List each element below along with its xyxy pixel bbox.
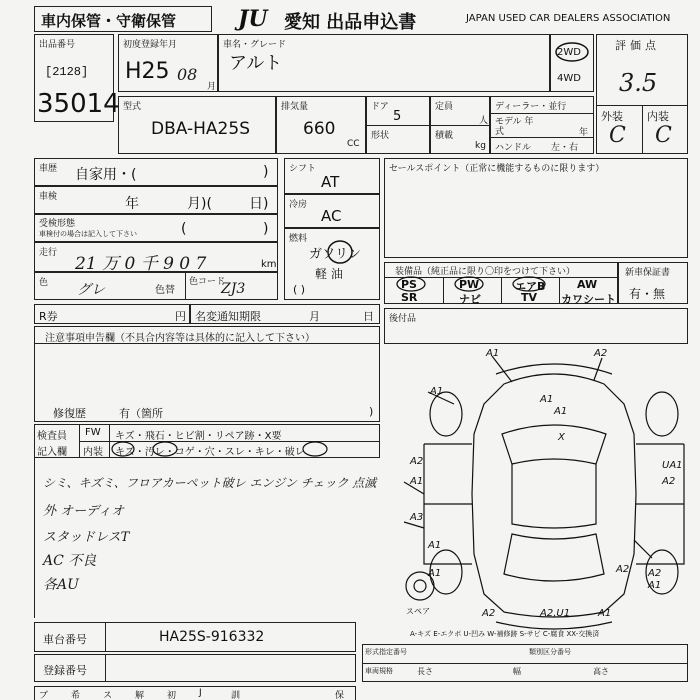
type-value: DBA-HA25S [151, 119, 250, 139]
load-label: 積載 [435, 131, 454, 141]
bottom-strip [34, 686, 356, 700]
damage-marks [409, 348, 683, 619]
displacement-value: 660 [303, 119, 336, 139]
mark-14: A1 [648, 580, 662, 591]
lot-box [34, 34, 120, 122]
doors-value: 5 [393, 109, 402, 124]
score-value: 3.5 [619, 69, 658, 97]
receiving-box [34, 214, 278, 242]
form-title: 愛知 出品申込書 [284, 12, 417, 33]
ac-box [284, 194, 380, 228]
equip-sr: SR [401, 291, 418, 304]
inspector-int-label: 内装 [83, 447, 103, 458]
inspector-label-1: 検査員 [37, 431, 67, 442]
mark-13: A2 [648, 568, 662, 579]
fuel-label: 燃料 [289, 234, 308, 244]
shift-box [284, 158, 380, 194]
mark-6: A2 [410, 456, 424, 467]
bottom-item-4: 初 [167, 691, 177, 700]
shift-value: AT [321, 173, 340, 191]
mark-11: A1 [428, 540, 442, 551]
reg-number-label: 登録番号 [43, 664, 87, 677]
repair-label: 修復歴 [53, 407, 86, 420]
registration-month: 08 [177, 65, 198, 84]
size-label: 車両規格 [365, 667, 393, 675]
bottom-item-3: 解 [135, 691, 145, 700]
sales-point-label: セールスポイント（正常に機能するものに限ります） [389, 164, 605, 174]
type-label: 型式 [123, 102, 142, 112]
mark-10: A3 [410, 512, 424, 523]
lot-label: 出品番号 [39, 40, 76, 50]
note-line-3: スタッドレスT [43, 530, 130, 545]
shift-label: シフト [289, 164, 317, 174]
equip-ps: PS [401, 278, 417, 291]
bottom-item-7: 保 [335, 691, 345, 700]
capacity-unit: 人 [479, 116, 489, 126]
equip-circles [385, 275, 617, 293]
note-line-4: AC 不良 [43, 553, 97, 569]
inspection-day: 日) [249, 196, 269, 212]
fuel-circle [325, 239, 355, 265]
registration-year: H25 [125, 59, 170, 84]
name-change-label: 名変通知期限 [195, 310, 261, 323]
score-exterior-label: 外装 [601, 110, 623, 123]
sales-point-box [384, 158, 688, 258]
inspector-int-items: キズ・汚レ・コゲ・穴・スレ・キレ・破レ [115, 447, 305, 458]
doors-label: ドア [371, 102, 389, 112]
history-close: ) [263, 164, 269, 180]
load-unit: kg [475, 141, 486, 151]
mark-8: A1 [410, 476, 424, 487]
note-line-2: 外 オーディオ [43, 504, 125, 519]
model-name: アルト [229, 53, 283, 74]
width-label: 幅 [513, 667, 521, 676]
car-damage-diagram [384, 344, 690, 640]
registration-label: 初度登録年月 [123, 40, 178, 50]
type-box [118, 96, 276, 154]
inspection-box [34, 186, 278, 214]
history-box [34, 158, 278, 186]
score-interior-label: 内装 [647, 110, 669, 123]
drive-4wd: 4WD [557, 73, 581, 84]
drive-box [550, 34, 594, 92]
mileage-box [34, 242, 278, 272]
displacement-box [276, 96, 366, 154]
mark-18: A1 [598, 608, 612, 619]
form-subtitle: JAPAN USED CAR DEALERS ASSOCIATION [466, 13, 671, 24]
receiving-label: 受検形態 [39, 219, 76, 229]
lot-small-code: [2128] [45, 65, 89, 79]
model-code-label: 形式指定番号 [365, 648, 407, 656]
inspection-month: 月)( [187, 196, 212, 212]
name-change-month: 月 [309, 310, 320, 323]
repair-close: ) [369, 405, 374, 418]
name-change-day: 日 [363, 310, 374, 323]
ac-label: 冷房 [289, 200, 308, 210]
length-label: 長さ [417, 667, 433, 676]
note-line-5: 各AU [43, 577, 79, 593]
mark-4: A1 [554, 406, 568, 417]
inspector-fw-items: キズ・飛石・ヒビ割・リペア跡・X要 [115, 431, 282, 442]
bottom-item-6: 訓 [231, 691, 241, 700]
color-change-label: 色替 [155, 285, 175, 296]
receiving-open: ( [181, 221, 187, 237]
model-year-label: モデル 年式 [495, 117, 534, 137]
equip-aw: AW [577, 278, 598, 291]
inspector-circles [109, 425, 379, 457]
capacity-box [430, 96, 490, 154]
receiving-close: ) [263, 221, 269, 237]
mark-12: A1 [428, 568, 442, 579]
doors-box [366, 96, 430, 154]
mark-16: A2 [482, 608, 496, 619]
handle-label: ハンドル [495, 143, 532, 153]
inspection-year: 年 [125, 196, 139, 212]
fuel-value: ガソリン [309, 247, 362, 262]
equip-tv: TV [521, 291, 538, 304]
color-value: グレ [77, 282, 105, 298]
name-change-box [190, 304, 380, 324]
inspector-fw-label: FW [85, 427, 101, 438]
mark-9: A2 [662, 476, 676, 487]
equipment-label: 装備品（純正品に限り〇印をつけて下さい） [395, 267, 576, 277]
score-label: 評価点 [615, 39, 660, 52]
mileage-unit: km [261, 259, 277, 270]
bottom-item-0: ブ [39, 691, 49, 700]
bottom-item-1: 希 [71, 691, 81, 700]
score-interior-value: C [655, 123, 672, 148]
handwritten-notes [34, 458, 380, 618]
repair-value: 有（箇所 [119, 407, 163, 420]
notice-box [34, 326, 380, 422]
recycle-unit: 円 [175, 310, 186, 323]
fuel-diesel: 軽 油 [315, 267, 343, 281]
height-label: 高さ [593, 667, 609, 676]
equip-seat: カワシート [561, 293, 616, 306]
history-value: 自家用・( [75, 167, 137, 183]
color-box [34, 272, 278, 300]
lot-number: 35014 [37, 89, 120, 119]
chassis-value: HA25S-916332 [159, 629, 265, 645]
retrofit-label: 後付品 [389, 314, 417, 324]
reg-number-box [34, 654, 356, 682]
dealer-label: ディーラー・並行 [495, 102, 567, 112]
model-box [218, 34, 550, 92]
chassis-box [34, 622, 356, 652]
notice-label: 注意事項申告欄（不具合内容等は具体的に記入して下さい） [45, 333, 315, 344]
chassis-label: 車台番号 [43, 633, 87, 646]
color-code-label: 色コード [189, 277, 226, 287]
mark-2: A1 [430, 386, 444, 397]
equip-pw: PW [459, 278, 480, 291]
equip-navi: ナビ [459, 293, 481, 306]
equipment-box [384, 262, 618, 304]
mark-0: A1 [486, 348, 500, 359]
inspector-box [34, 424, 380, 458]
bottom-item-5: J [199, 688, 202, 698]
registration-box [118, 34, 218, 92]
score-box [596, 34, 688, 154]
class-label: 類別区分番号 [529, 648, 571, 656]
inspector-label-2: 記入欄 [37, 447, 67, 458]
color-label: 色 [39, 278, 49, 288]
equip-airbag: エアB [515, 280, 546, 293]
mark-7: UA1 [662, 460, 683, 471]
mark-1: A2 [594, 348, 608, 359]
drive-2wd-circle [553, 41, 591, 63]
mileage-label: 走行 [39, 248, 58, 258]
damage-legend: A-キズ E-エクボ U-凹み W-補修跡 S-サビ C-腐食 XX-交換済 [410, 630, 600, 638]
mileage-value: 21 万 0 千 9 0 7 [75, 254, 207, 274]
displacement-unit: CC [347, 139, 360, 149]
recycle-label: R券 [39, 310, 58, 323]
drive-2wd: 2WD [557, 47, 581, 58]
mark-5: X [558, 432, 565, 443]
registration-month-unit: 月 [207, 82, 217, 92]
fuel-paren: ( ) [293, 283, 306, 296]
spare-label: スペア [406, 607, 430, 616]
dealer-box [490, 96, 594, 154]
model-label: 車名・グレード [223, 40, 287, 50]
warranty-value: 有・無 [629, 287, 666, 301]
mark-15: A2 [616, 564, 630, 575]
warranty-label: 新車保証書 [625, 268, 671, 278]
shape-label: 形状 [371, 131, 390, 141]
storage-label-box [34, 6, 212, 32]
color-code-value: ZJ3 [221, 281, 246, 297]
model-code-box [362, 644, 688, 682]
fuel-box [284, 228, 380, 300]
score-exterior-value: C [609, 123, 626, 148]
mark-17: A2,U1 [540, 608, 571, 619]
note-line-1: シミ、キズミ、フロアカーペット破レ エンジン チェック 点滅 [43, 476, 377, 490]
inspection-label: 車検 [39, 192, 58, 202]
retrofit-box [384, 308, 688, 344]
capacity-label: 定員 [435, 102, 454, 112]
bottom-item-2: ス [103, 691, 113, 700]
handle-value: 左・右 [551, 143, 579, 153]
receiving-note: 車検付の場合は記入して下さい [39, 230, 137, 238]
displacement-label: 排気量 [281, 102, 309, 112]
ac-value: AC [321, 207, 342, 225]
ju-logo-mark: JU [238, 6, 268, 32]
recycle-box [34, 304, 190, 324]
storage-label: 車内保管・守衛保管 [41, 12, 177, 30]
warranty-box [618, 262, 688, 304]
model-year-unit: 年 [579, 128, 589, 138]
mark-3: A1 [540, 394, 554, 405]
history-label: 車歴 [39, 164, 58, 174]
